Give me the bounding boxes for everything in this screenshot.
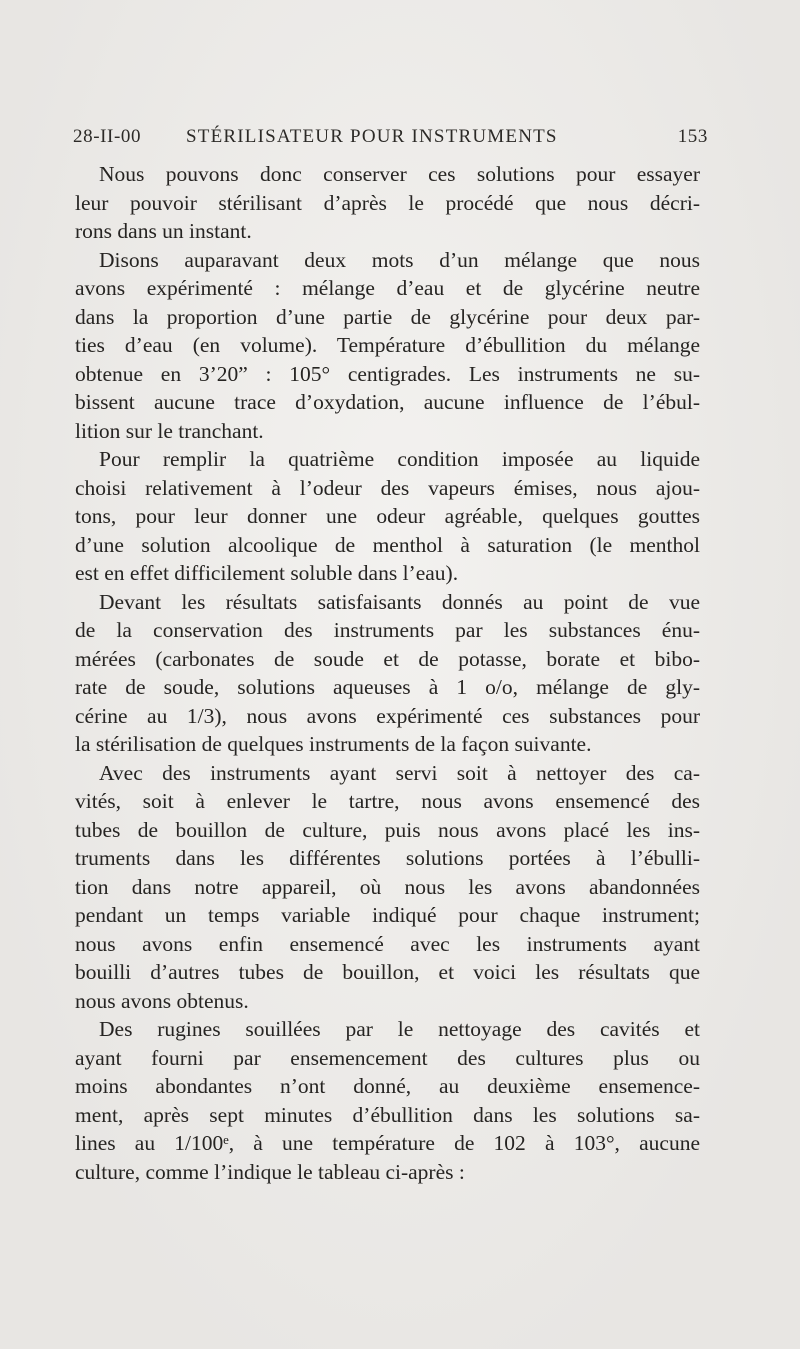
paragraph — [75, 588, 700, 759]
text-line: avons expérimenté : mélange d’eau et de glycérine neutre — [75, 276, 700, 300]
text-line: dans la proportion d’une partie de glycérine pour deux par- — [75, 304, 700, 329]
text-line: culture, comme l’indique le tableau ci-après : — [75, 1159, 465, 1184]
text-line: choisi relativement à l’odeur des vapeurs émises, nous ajou- — [75, 475, 700, 500]
paragraph — [75, 759, 700, 1016]
text-line: ties d’eau (en volume). Température d’ébullition du mélange — [75, 333, 700, 357]
text-line: Avec des instruments ayant servi soit à nettoyer des ca- — [99, 760, 700, 785]
text-line: nous avons enfin ensemencé avec les instruments ayant — [75, 931, 700, 956]
running-header — [73, 126, 708, 156]
text-line: Devant les résultats satisfaisants donnés au point de vue — [99, 589, 700, 614]
text-line: bissent aucune trace d’oxydation, aucune influence de l’ébul- — [75, 390, 700, 414]
paragraph — [75, 1015, 700, 1186]
text-line: Disons auparavant deux mots d’un mélange que nous — [99, 247, 700, 272]
text-line: Des rugines souillées par le nettoyage des cavités et — [99, 1017, 700, 1041]
text-line: leur pouvoir stérilisant d’après le procédé que nous décri- — [75, 190, 700, 215]
text-line: tion dans notre appareil, où nous les avons abandonnées — [75, 874, 700, 899]
text-line: ment, après sept minutes d’ébullition dans les solutions sa- — [75, 1102, 700, 1127]
text-line: Nous pouvons donc conserver ces solutions pour essayer — [99, 162, 700, 186]
text-line: tons, pour leur donner une odeur agréable, quelques gouttes — [75, 504, 700, 528]
text-line: pendant un temps variable indiqué pour chaque instrument; — [75, 903, 700, 927]
text-line: lines au 1/100ᵉ, à une température de 102 à 103°, aucune — [75, 1131, 700, 1155]
text-line: truments dans les différentes solutions portées à l’ébulli- — [75, 846, 700, 870]
text-line: moins abondantes n’ont donné, au deuxième ensemence- — [75, 1074, 700, 1098]
text-line: Pour remplir la quatrième condition imposée au liquide — [99, 447, 700, 471]
text-line: de la conservation des instruments par les substances énu- — [75, 618, 700, 642]
body-text — [75, 160, 700, 1186]
text-line: obtenue en 3’20” : 105° centigrades. Les instruments ne su- — [75, 361, 700, 386]
text-line: la stérilisation de quelques instruments de la façon suivante. — [75, 732, 592, 756]
page-number: 153 — [677, 126, 708, 147]
text-line: mérées (carbonates de soude et de potasse, borate et bibo- — [75, 646, 700, 671]
paragraph — [75, 445, 700, 588]
text-line: tubes de bouillon de culture, puis nous avons placé les ins- — [75, 817, 700, 842]
text-line: rons dans un instant. — [75, 219, 252, 243]
header-title: STÉRILISATEUR POUR INSTRUMENTS — [186, 126, 558, 147]
text-line: rate de soude, solutions aqueuses à 1 o/o, mélange de gly- — [75, 675, 700, 699]
paragraph — [75, 160, 700, 246]
header-date: 28-II-00 — [73, 126, 142, 147]
text-line: est en effet difficilement soluble dans l’eau). — [75, 561, 459, 585]
text-line: cérine au 1/3), nous avons expérimenté ces substances pour — [75, 703, 700, 728]
text-line: d’une solution alcoolique de menthol à saturation (le menthol — [75, 532, 700, 557]
text-line: bouilli d’autres tubes de bouillon, et voici les résultats que — [75, 960, 700, 984]
text-line: nous avons obtenus. — [75, 988, 249, 1013]
text-line: vités, soit à enlever le tartre, nous avons ensemencé des — [75, 789, 700, 813]
text-line: lition sur le tranchant. — [75, 418, 264, 443]
paragraph — [75, 246, 700, 446]
text-line: ayant fourni par ensemencement des cultures plus ou — [75, 1045, 700, 1070]
